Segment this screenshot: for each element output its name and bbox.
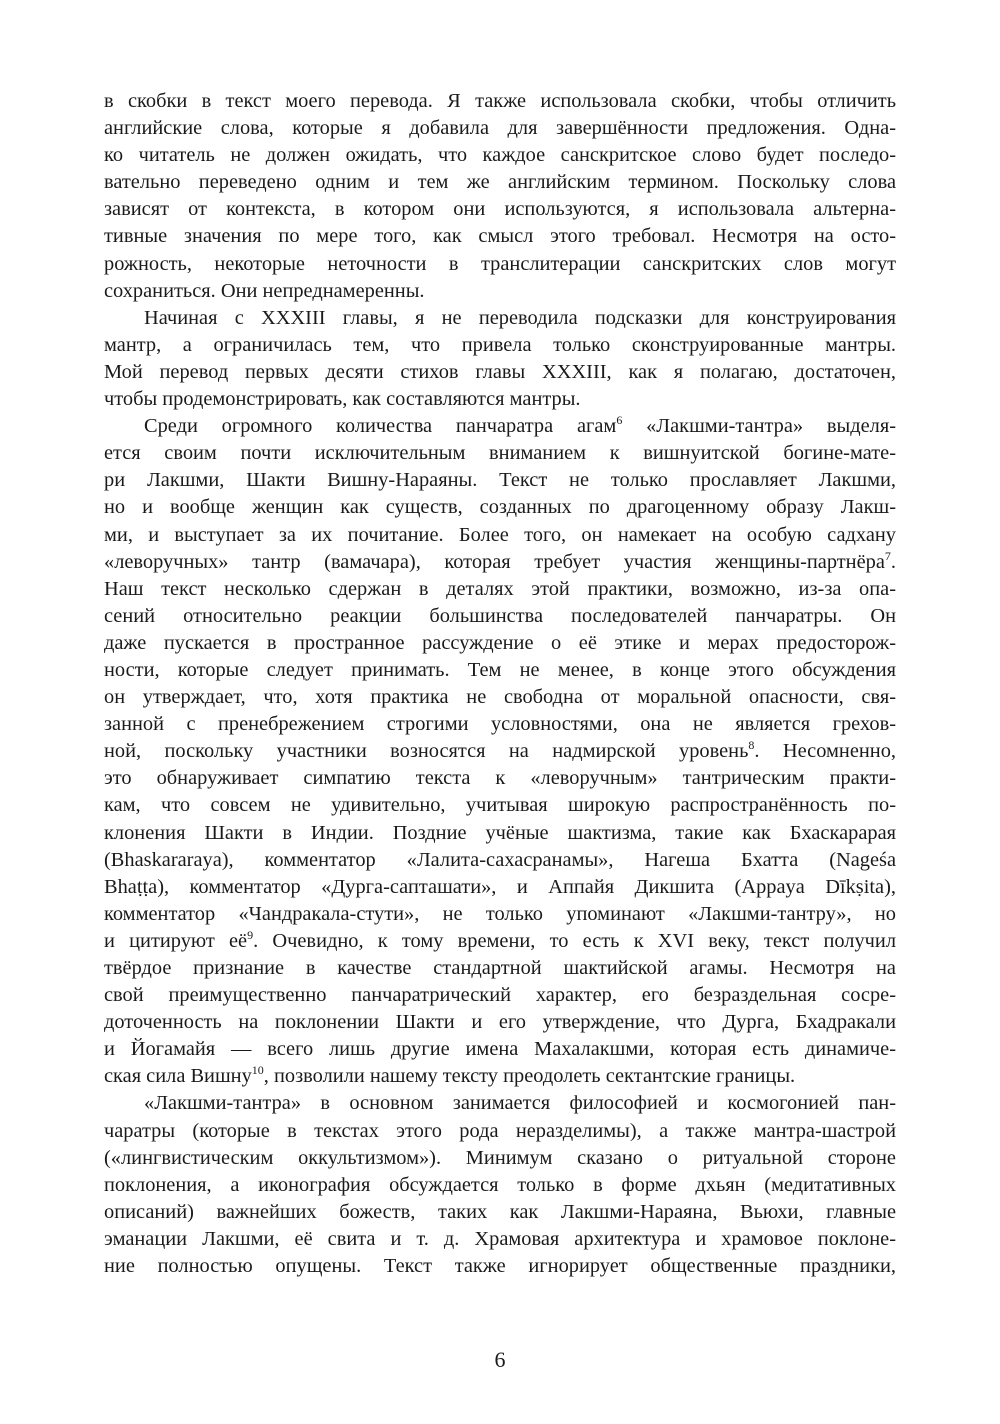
text-line <box>104 792 896 819</box>
line-text: эманации Лакшми, её свита и т. д. Храмовая архитектура и храмовое поклоне- <box>104 1227 896 1250</box>
line-text: это обнаруживает симпатию текста к «леворучным» тантрическим практи- <box>104 767 896 790</box>
line-text: («лингвистическим оккультизмом»). Минимум сказано о ритуальной стороне <box>104 1146 896 1169</box>
text-line <box>104 765 896 792</box>
text-line <box>104 738 896 765</box>
line-text: ко читатель не должен ожидать, что каждое санскритское слово будет последо- <box>104 144 896 167</box>
text-line <box>104 928 896 955</box>
text-line <box>104 1226 896 1253</box>
line-text: и Йогамайя — всего лишь другие имена Махалакшми, которая есть динамиче- <box>104 1038 896 1061</box>
text-line <box>104 88 896 115</box>
text-line <box>104 657 896 684</box>
line-text: ние полностью опущены. Текст также игнорирует общественные праздники, <box>104 1255 896 1278</box>
line-text-after: . Несомненно, <box>754 740 896 763</box>
text-line <box>104 901 896 928</box>
line-text: свой преимущественно панчаратрический характер, его безраздельная сосре- <box>104 984 896 1007</box>
page-body <box>104 88 896 1280</box>
line-text: Начиная с XXXIII главы, я не переводила подсказки для конструирования <box>144 306 896 329</box>
line-text: занной с пренебрежением строгими условностями, она не является грехов- <box>104 713 896 736</box>
line-text: кам, что совсем не удивительно, учитывая широкую распространённость по- <box>104 794 896 817</box>
line-text: (Bhaskararaya), комментатор «Лалита-сахасранамы», Нагеша Бхатта (Nageśa <box>104 848 896 871</box>
footnote-marker: 9 <box>247 928 254 943</box>
text-line <box>104 359 896 386</box>
text-line <box>104 1199 896 1226</box>
text-line <box>104 955 896 982</box>
line-text: доточенность на поклонении Шакти и его утверждение, что Дурга, Бхадракали <box>104 1011 896 1034</box>
text-line <box>104 494 896 521</box>
footnote-marker: 8 <box>748 738 755 753</box>
text-line <box>104 1036 896 1063</box>
line-text-after: . Очевидно, к тому времени, то есть к XVI веку, текст получил <box>253 929 896 952</box>
line-text: в скобки в текст моего перевода. Я также использовала скобки, чтобы отличить <box>104 90 896 112</box>
text-line <box>104 630 896 657</box>
text-line <box>104 332 896 359</box>
line-text: ной, поскольку участники возносятся на надмирской уровень <box>104 740 749 763</box>
line-text: Среди огромного количества панчаратра агам <box>144 415 617 438</box>
line-text: зависят от контекста, в котором они используются, я использовала альтерна- <box>104 198 896 221</box>
text-line <box>104 576 896 603</box>
text-line <box>104 522 896 549</box>
text-line <box>104 142 896 169</box>
line-text-after: «Лакшми-тантра» выделя- <box>622 415 896 438</box>
text-line <box>104 386 896 413</box>
line-text: и цитируют её <box>104 929 248 952</box>
text-line <box>104 1145 896 1172</box>
line-text: описаний) важнейших божеств, таких как Лакшми-Нараяна, Вьюхи, главные <box>104 1200 896 1223</box>
text-line <box>104 196 896 223</box>
line-text: ри Лакшми, Шакти Вишну-Нараяны. Текст не только прославляет Лакшми, <box>104 469 896 492</box>
text-line <box>104 982 896 1009</box>
line-text: Bhaṭṭa), комментатор «Дурга-сапташати», и Аппайя Дикшита (Appaya Dīkṣita), <box>104 875 896 898</box>
line-text: комментатор «Чандракала-стути», не только упоминают «Лакшми-тантру», но <box>104 902 896 925</box>
text-line <box>104 305 896 332</box>
text-line <box>104 603 896 630</box>
line-text: даже пускается в пространное рассуждение о её этике и мерах предосторож- <box>104 631 896 654</box>
text-line <box>104 684 896 711</box>
line-text: Мой перевод первых десяти стихов главы XXXIII, как я полагаю, достаточен, <box>104 360 896 383</box>
text-line <box>104 1063 896 1090</box>
text-line <box>104 169 896 196</box>
footnote-marker: 10 <box>251 1063 264 1078</box>
text-line <box>104 440 896 467</box>
footnote-marker: 7 <box>884 548 891 563</box>
text-line <box>104 278 896 305</box>
footnote-marker: 6 <box>616 413 623 428</box>
text-line <box>104 467 896 494</box>
line-text: чтобы продемонстрировать, как составляются мантры. <box>104 388 581 411</box>
line-text: рожность, некоторые неточности в транслитерации санскритских слов могут <box>104 252 896 275</box>
line-text: чаратры (которые в текстах этого рода неразделимы), а также мантра-шастрой <box>104 1119 896 1142</box>
text-line <box>104 251 896 278</box>
page-number: 6 <box>494 1347 506 1372</box>
text-line <box>104 115 896 142</box>
line-text: поклонения, а иконография обсуждается только в форме дхьян (медитативных <box>104 1173 896 1196</box>
text-line <box>104 847 896 874</box>
line-text-after: , позволили нашему тексту преодолеть сектантские границы. <box>263 1065 796 1088</box>
line-text: но и вообще женщин как существ, созданных по драгоценному образу Лакш- <box>104 496 896 519</box>
line-text: Наш текст несколько сдержан в деталях этой практики, возможно, из-за опа- <box>104 577 896 600</box>
text-line <box>104 549 896 576</box>
text-line <box>104 1253 896 1280</box>
text-line <box>104 820 896 847</box>
text-line <box>104 223 896 250</box>
line-text: сохраниться. Они непреднамеренны. <box>104 279 425 302</box>
line-text: сений относительно реакции большинства последователей панчаратры. Он <box>104 604 896 627</box>
line-text: вательно переведено одним и тем же английским термином. Поскольку слова <box>104 171 896 194</box>
line-text: английские слова, которые я добавила для завершённости предложения. Одна- <box>104 117 896 140</box>
line-text-after: . <box>890 550 896 573</box>
line-text: «леворучных» тантр (вамачара), которая требует участия женщины-партнёра <box>104 550 885 573</box>
line-text: твёрдое признание в качестве стандартной шактийской агамы. Несмотря на <box>104 957 896 979</box>
line-text: мантр, а ограничилась тем, что привела только сконструированные мантры. <box>104 333 896 356</box>
line-text: ности, которые следует принимать. Тем не менее, в конце этого обсуждения <box>104 658 896 681</box>
line-text: ская сила Вишну <box>104 1065 252 1088</box>
line-text: тивные значения по мере того, как смысл этого требовал. Несмотря на осто- <box>104 225 896 248</box>
text-line <box>104 1118 896 1145</box>
line-text: ется своим почти исключительным вниманием к вишнуитской богине-мате- <box>104 442 896 465</box>
text-line <box>104 1172 896 1199</box>
line-text: клонения Шакти в Индии. Поздние учёные шактизма, такие как Бхаскарарая <box>104 821 896 844</box>
text-line <box>104 1090 896 1117</box>
line-text: «Лакшми-тантра» в основном занимается философией и космогонией пан- <box>144 1092 896 1115</box>
text-line <box>104 413 896 440</box>
line-text: ми, и выступает за их почитание. Более того, он намекает на особую садхану <box>104 523 896 546</box>
line-text: он утверждает, что, хотя практика не свободна от моральной опасности, свя- <box>104 686 896 709</box>
text-line <box>104 1009 896 1036</box>
text-line <box>104 874 896 901</box>
text-line <box>104 711 896 738</box>
